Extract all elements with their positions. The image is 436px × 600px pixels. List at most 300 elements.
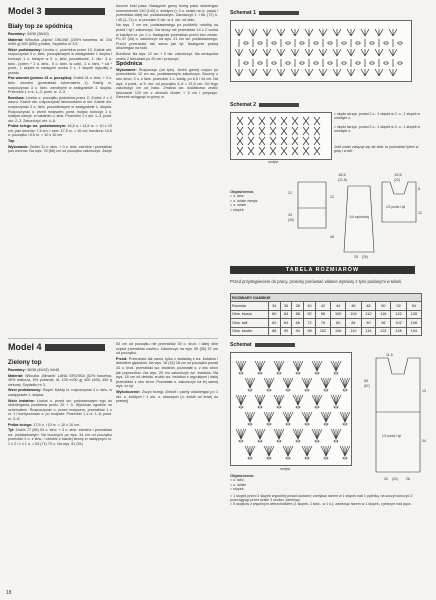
chain-stitch	[244, 62, 248, 64]
paragraph-key: Tył:	[8, 428, 15, 433]
schemat-m4-legend	[230, 474, 422, 507]
size-table	[230, 293, 422, 336]
table-cell: 80	[268, 310, 280, 318]
paragraph-key: Rozmiary:	[8, 368, 26, 372]
size-table-caption: ROZMIARY DAMSKIE	[231, 294, 422, 302]
chain-stitch	[267, 457, 271, 459]
size-table-header-row	[231, 302, 422, 310]
model4-header	[8, 342, 105, 352]
paragraph-key: Spódnica	[116, 61, 143, 68]
flower-petal	[345, 378, 350, 388]
chain-stitch	[277, 440, 281, 442]
chain-stitch	[296, 372, 300, 374]
flower-petal	[326, 446, 331, 456]
chain-stitch	[356, 62, 360, 64]
table-cell: 90	[361, 319, 376, 327]
paragraph	[116, 52, 218, 61]
flower-petal	[298, 429, 303, 439]
paragraph-key: Materiał:	[8, 373, 24, 378]
table-cell: 104	[346, 310, 361, 318]
row-label: Obw. talii	[231, 319, 269, 327]
flower-petal	[279, 429, 282, 439]
dim-left-h3: (49)	[288, 218, 294, 222]
paragraph-text: Na wys. 7 cm wz. podstawowego po podzielić robótkę na przód i tył i zakończyć. Na skosy nie przerabiać 14 x 2 oczka w każdym rz. po 1 o. Następnie przerabiać przód bez zmian. Po 37 (44) o. zakończyć na wys. 21 cm wz. podstawowego. Przód przerabiać tak samo jak tył. Następnie prawą obdziergać na boki.	[116, 23, 218, 51]
flower-petal	[260, 395, 263, 405]
flower-petal	[279, 361, 282, 371]
chain-stitch	[324, 457, 328, 459]
flower-petal	[336, 361, 339, 371]
flower-petal	[326, 412, 331, 422]
tabela-intro: Przed przystąpieniem do pracy, prosimy porównać własne wymiary z tymi podanymi w tabeli.	[230, 279, 403, 284]
flower-petal	[298, 395, 301, 405]
paragraph-key: Pas wzorów (pomoc 31 o. początku):	[8, 76, 73, 81]
crossed-stitch	[270, 117, 276, 125]
chain-stitch	[296, 406, 300, 408]
table-cell: 88	[292, 310, 304, 318]
schemat1-title-text: Schemat 1	[230, 10, 256, 16]
paragraph-key: Wykonanie:	[116, 67, 137, 72]
paragraph	[8, 76, 112, 94]
flower-petal	[283, 378, 288, 388]
model4-header-bar	[45, 344, 105, 351]
chain-stitch	[356, 42, 360, 44]
legend-item: = o. ścisłe	[230, 203, 247, 208]
chain-stitch	[239, 406, 243, 408]
flower-petal	[260, 395, 265, 405]
table-cell: 110	[346, 327, 361, 335]
schemat2-marks	[237, 117, 320, 155]
schemat-m4-title-text: Schemat	[230, 342, 252, 348]
flower-petal	[279, 429, 284, 439]
paragraph-key: Top	[8, 139, 15, 144]
paragraph-text: 17,5 o. i 10 rz. = 10 x 10 cm.	[32, 422, 81, 427]
flower-petal	[298, 361, 301, 371]
paragraph-text: 16,5 o. i 14,5 rz. = 10 x 10 cm; pas wzorów: 7,5 cm = szer. 17,5 rz. = 10 cm; bordiura: 16,5 o. początku i 6,5 rz. = 10 x 10 cm	[8, 124, 112, 138]
flower-petal	[315, 429, 318, 439]
m4-half: 1/2 przód i tył	[382, 434, 401, 438]
crossed-stitch	[292, 147, 298, 155]
flower-petal	[334, 395, 337, 405]
chain-stitch	[384, 62, 388, 64]
model3-header-text: Model 3	[8, 6, 42, 16]
paragraph-text: Włóczka „Bimaris” LANA GROSSA (52% bawełna, 45% wiskoza, 5% poliamid, dł. 100 m/50 g) 400 (400) 450 g zielonej. Szydełko nr 3.	[8, 373, 112, 387]
table-cell: 80	[331, 319, 346, 327]
flower-petal	[245, 446, 250, 456]
flower-petal	[326, 446, 329, 456]
chain-stitch	[300, 62, 304, 64]
chain-stitch	[258, 62, 262, 64]
table-cell: 116	[376, 310, 391, 318]
paragraph-key: Wzór kwiatów:	[8, 398, 35, 403]
chain-stitch	[248, 389, 252, 391]
chain-stitch	[286, 389, 290, 391]
schemat2-bottom-note: Jeśli zmiać związąć się nie dole, to przerabiać tyłem w górę i w dół.	[334, 145, 419, 154]
stitch-fan	[235, 29, 243, 36]
flower-petal	[267, 412, 270, 422]
top-pattern-shape	[298, 182, 326, 228]
table-cell: 128	[406, 310, 421, 318]
table-cell: 102	[315, 327, 330, 335]
stitch-fan	[249, 29, 257, 36]
chain-stitch	[370, 42, 374, 44]
flower-petal	[293, 429, 298, 439]
table-cell: 122	[376, 327, 391, 335]
chain-stitch	[314, 42, 318, 44]
stitch-fan	[305, 69, 313, 76]
flower-petal	[269, 412, 272, 422]
dim-right-w: 19,5	[394, 172, 402, 177]
size-col-header: 38	[292, 302, 304, 310]
legend-item: = słupek	[230, 207, 244, 212]
flower-petal	[248, 378, 251, 388]
m4-h55: 55	[364, 379, 368, 383]
chain-stitch	[328, 62, 332, 64]
chain-stitch	[300, 42, 304, 44]
paragraph	[116, 390, 218, 404]
flower-petal	[317, 395, 322, 405]
paragraph	[8, 399, 112, 422]
flower-petal	[286, 412, 289, 422]
flower-petal	[277, 361, 280, 371]
paragraph	[8, 145, 112, 154]
paragraph-key: Próba ściegu wz. podstawowym:	[8, 124, 67, 129]
schemat1-title	[230, 10, 299, 16]
flower-petal	[250, 446, 253, 456]
crossed-stitch	[248, 137, 254, 145]
flower-petal	[345, 446, 348, 456]
flower-petal	[283, 412, 288, 422]
table-cell: 96	[376, 319, 391, 327]
crossed-stitch	[281, 127, 287, 135]
flower-petal	[317, 429, 322, 439]
m4-h34: 34	[422, 439, 426, 443]
flower-petal	[334, 361, 337, 371]
model4-title: Zielony top	[8, 359, 42, 366]
stitch-fan	[347, 69, 355, 76]
model3-col2	[116, 4, 218, 101]
model-divider	[8, 338, 218, 339]
flower-petal	[236, 361, 241, 371]
stitch-fan	[361, 49, 369, 56]
chain-stitch	[334, 406, 338, 408]
flower-petal	[245, 412, 250, 422]
stitch-fan	[249, 49, 257, 56]
stitch-fan	[277, 69, 285, 76]
flower-petal	[340, 378, 345, 388]
table-cell: 84	[346, 319, 361, 327]
flower-petal	[334, 429, 337, 439]
table-cell: 90	[280, 327, 292, 335]
crossed-stitch	[259, 127, 265, 135]
flower-petal	[321, 446, 326, 456]
paragraph-key: Wykończenie:	[116, 389, 141, 394]
flower-petal	[324, 446, 327, 456]
dim-top-w: 18,5	[338, 172, 346, 177]
flower-petal	[307, 446, 310, 456]
flower-petal	[260, 429, 265, 439]
stitch-fan	[235, 49, 243, 56]
table-cell: 100	[331, 310, 346, 318]
flower-petal	[245, 378, 250, 388]
crossed-stitch	[303, 147, 309, 155]
flower-petal	[269, 446, 272, 456]
flower-petal	[305, 378, 308, 388]
dim-tyl-front: 1/2 przód i tył	[386, 205, 405, 209]
chain-stitch	[272, 42, 276, 44]
size-col-header: 42	[315, 302, 330, 310]
dim-left-h2: 43	[288, 213, 292, 217]
section-heading	[116, 62, 218, 67]
flower-petal	[267, 378, 270, 388]
crossed-stitch	[248, 147, 254, 155]
flower-petal	[315, 361, 318, 371]
stitch-fan	[319, 29, 327, 36]
paragraph-text: Zrobić 31 o. łańc. + 3 o. łańc. zwrotne (przerabiać schematem 1). Każdy rz. rozpoczynać 3 o. łańc. zwrotnymi w zastępstwie 1. słupka. Przerobić 1 x rz. 1–3, powt. rz. 2–3.	[8, 76, 113, 95]
flower-petal	[248, 412, 251, 422]
flower-petal	[298, 395, 303, 405]
flower-petal	[274, 395, 279, 405]
size-col-header: 40	[304, 302, 316, 310]
flower-petal	[239, 395, 242, 405]
paragraph-text: Przerabiać tak samo, tylko z wstawką z wz. kwiatów i dekoltem głębokim. Na wys. 16 (16) 18 cm od początku pozad 43 o. środ. przerabiać wz. kwiatów, pozostałe o. z obu stron jak poprzednio. Na wys. 20 cm zakończyć wz. kwiatów. Na wys. 18 cm od dekoltu zrobić wz. kwiatów z wypukłymi i dalej przerabiać z obu stron. Pozostałe o. zakończyć na tej samej wys. co tył.	[116, 356, 218, 389]
legend-item: = o. ścisłe	[230, 482, 247, 487]
crossed-stitch	[292, 137, 298, 145]
table-cell: 108	[406, 319, 421, 327]
chain-stitch	[334, 440, 338, 442]
flower-petal	[312, 361, 317, 371]
flower-petal	[326, 378, 329, 388]
stitch-fan	[291, 49, 299, 56]
chain-stitch	[398, 62, 402, 64]
stitch-fan	[347, 49, 355, 56]
chain-stitch	[258, 42, 262, 44]
crossed-stitch	[292, 127, 298, 135]
flower-petal	[288, 378, 293, 388]
schemat-m4-legend-note2: = 5 słupków z wspólnym wierzchołkiem (1 słupek, 1 łańc., w 1 o.); zamknąć razem w 1 słupek, z jednym nad pęcz.	[230, 502, 412, 507]
schemat-m4-legend-note: = 1 słupek przed 1 słupek wypukłej ponad oczkami; zamykać razem w 1 słupek nad 1 pętelką, na szczyt kończyć 2 przeciągnąć przez ścisłe 3 oczka i zamknąć.	[230, 493, 413, 503]
schemat1-marks	[235, 29, 402, 76]
flower-petal	[317, 429, 320, 439]
flower-petal	[321, 378, 326, 388]
paragraph-text: 34/36 (38/40)	[25, 32, 49, 36]
chain-stitch	[315, 406, 319, 408]
stitch-fan	[235, 69, 243, 76]
table-cell: 106	[331, 327, 346, 335]
stitch-fan	[375, 49, 383, 56]
flower-petal	[296, 361, 299, 371]
schemat2-chart	[230, 112, 332, 160]
flower-petal	[302, 446, 307, 456]
legend-item: = o. łańc.	[230, 194, 245, 199]
flower-petal	[305, 412, 308, 422]
flower-petal	[250, 378, 253, 388]
objasnienia1-items	[230, 194, 290, 212]
flower-petal	[239, 429, 242, 439]
flower-petal	[315, 395, 318, 405]
stitch-fan	[361, 69, 369, 76]
chain-stitch	[277, 372, 281, 374]
stitch-fan	[305, 29, 313, 36]
paragraph	[8, 48, 112, 76]
stitch-fan	[305, 49, 313, 56]
paragraph	[8, 96, 112, 124]
stitch-fan	[291, 69, 299, 76]
dim-h8: 8	[418, 187, 420, 191]
paragraph-text: Słupki. Każdy rz. rozpoczynać 3 o. łańc. w zastępstwie 1. słupka.	[8, 388, 112, 397]
crossed-stitch	[270, 127, 276, 135]
flower-petal	[258, 395, 261, 405]
flower-petal	[264, 446, 269, 456]
flower-petal	[258, 361, 261, 371]
flower-petal	[260, 361, 265, 371]
chain-stitch	[343, 423, 347, 425]
crossed-stitch	[270, 147, 276, 155]
chain-stitch	[342, 42, 346, 44]
row-label: Obw. biustu	[231, 310, 269, 318]
flower-petal	[288, 446, 291, 456]
model4-col1	[8, 368, 112, 448]
model4-col2	[116, 342, 218, 405]
flower-petal	[260, 361, 263, 371]
flower-petal	[331, 395, 336, 405]
stitch-fan	[291, 29, 299, 36]
flower-petal	[302, 378, 307, 388]
chain-stitch	[258, 440, 262, 442]
flower-petal	[340, 446, 345, 456]
dim-h12: 12	[330, 195, 334, 199]
flower-petal	[288, 378, 291, 388]
chain-stitch	[398, 42, 402, 44]
dim-h12b: 12	[418, 211, 422, 215]
chain-stitch	[343, 389, 347, 391]
crossed-stitch	[259, 117, 265, 125]
crossed-stitch	[281, 137, 287, 145]
flower-petal	[345, 378, 348, 388]
paragraph	[8, 374, 112, 388]
flower-petal	[250, 412, 253, 422]
chain-stitch	[315, 440, 319, 442]
crossed-stitch	[237, 147, 243, 155]
flower-petal	[241, 361, 244, 371]
stitch-fan	[277, 49, 285, 56]
paragraph-key: Próba ściegu:	[8, 422, 33, 427]
stitch-fan	[319, 49, 327, 56]
stitch-fan	[333, 29, 341, 36]
m4-w: 22	[384, 477, 388, 481]
flower-petal	[277, 395, 280, 405]
flower-petal	[302, 412, 307, 422]
size-col-header: 44	[331, 302, 346, 310]
flower-petal	[250, 378, 255, 388]
flower-petal	[296, 395, 299, 405]
paragraph-key: Przód:	[116, 356, 128, 361]
flower-petal	[264, 378, 269, 388]
legend-item: = o. łańc.	[230, 478, 245, 483]
crossed-stitch	[248, 127, 254, 135]
paragraph	[8, 388, 112, 397]
paragraph	[8, 423, 112, 428]
stitch-fan	[375, 29, 383, 36]
flower-petal	[343, 412, 346, 422]
stitch-fan	[319, 69, 327, 76]
schemat-m4-motif-label: motyw	[280, 467, 291, 471]
flower-petal	[288, 412, 291, 422]
chain-stitch	[248, 457, 252, 459]
flower-petal	[307, 378, 312, 388]
chain-stitch	[315, 372, 319, 374]
chain-stitch	[286, 42, 290, 44]
crossed-stitch	[237, 137, 243, 145]
flower-petal	[307, 378, 310, 388]
chain-stitch	[286, 457, 290, 459]
table-cell: 94	[292, 327, 304, 335]
flower-petal	[298, 361, 303, 371]
flower-petal	[279, 361, 284, 371]
stitch-fan	[375, 69, 383, 76]
table-cell: 76	[315, 319, 330, 327]
paragraph-key: Materiał:	[8, 37, 24, 42]
stitch-fan	[333, 49, 341, 56]
row-label: Obw. bioder	[231, 327, 269, 335]
table-cell: 96	[315, 310, 330, 318]
model4-body-diagram	[362, 352, 428, 487]
paragraph-text: Liczba o. przed wz. podstawowym ego do obdziergania podzielna przez 20 + 3. Wykonać zgodnie ze schematem. Rozpoczynać o. przed motywem, przerabiać 1 x rz. 1 i kontynuować o. po motywie. Przerobić 1 x rz. 1–8, powt. rz. 3–8.	[8, 398, 112, 421]
paragraph-key: Wzór podstawowy:	[8, 388, 42, 393]
table-cell: 102	[391, 319, 406, 327]
schemat2-title-bar	[259, 103, 299, 107]
stitch-fan	[389, 49, 397, 56]
table-row	[231, 310, 422, 318]
schemat-m4-legend-title: Objaśnienia:	[230, 473, 255, 478]
legend-item: = słupek	[230, 487, 244, 492]
flower-petal	[274, 361, 279, 371]
flower-petal	[331, 361, 336, 371]
dim-right-w2: (22)	[394, 178, 401, 182]
schemat2-title-text: Schemat 2	[230, 102, 256, 108]
paragraph-text: 53 cm od początku nie przerabiać 39 o. środ. i dalej obie części przerabiać osobno. Zakończyć na wys. 55 (55) 57 cm od początku.	[116, 342, 218, 356]
m4-top-dim: 11,5	[386, 353, 393, 357]
paragraph	[116, 4, 218, 22]
stitch-fan	[361, 29, 369, 36]
objasnienia1-title: Objaśnienia:	[230, 189, 255, 194]
model3-header	[8, 6, 105, 16]
schemat1-title-bar	[259, 11, 299, 15]
stitch-fan	[277, 29, 285, 36]
table-cell: 88	[268, 327, 280, 335]
flower-petal	[241, 395, 246, 405]
chain-stitch	[305, 457, 309, 459]
paragraph	[116, 23, 218, 51]
flower-petal	[241, 429, 244, 439]
flower-petal	[345, 446, 350, 456]
paragraph-text: Liczba o. początku podzielna przez 2. Zrobić 2 x 2 wzoru. Każde okr. rozpoczynać łańcuszkami w okr. Każde okr. rozpoczynać 3 o. łańc. poczatkowymi w zastępstwie 1. słupka. Rozpoczynać o. przed motywem, powt. motyw, kończyć 1 o. ścisłym zamyk. w ostatnim o. łańc. Przerobić 1 x okr. 1–3, powt. okr. 2–3. Zakończyć okr. 4–6.	[8, 95, 112, 123]
flower-petal	[264, 412, 269, 422]
flower-petal	[324, 412, 327, 422]
flower-petal	[307, 412, 310, 422]
dim-hem: 25	[354, 255, 358, 259]
dim-top-w2: (21,5)	[338, 178, 347, 182]
flower-petal	[274, 429, 279, 439]
dim-left-h: 21	[288, 191, 292, 195]
legend-item: = o. ścisłe zamyk.	[230, 198, 259, 203]
top-body-outline	[376, 358, 420, 472]
size-col-header: 48	[361, 302, 376, 310]
flower-petal	[283, 446, 288, 456]
flower-petal	[324, 378, 327, 388]
schemat2-side-note: = słupki skrzyż. ponad 2 o.: 1 słupek w 2. o., 1 słupek w ominięte o.	[334, 112, 421, 121]
paragraph	[116, 68, 218, 100]
objasnienia1	[230, 190, 290, 212]
